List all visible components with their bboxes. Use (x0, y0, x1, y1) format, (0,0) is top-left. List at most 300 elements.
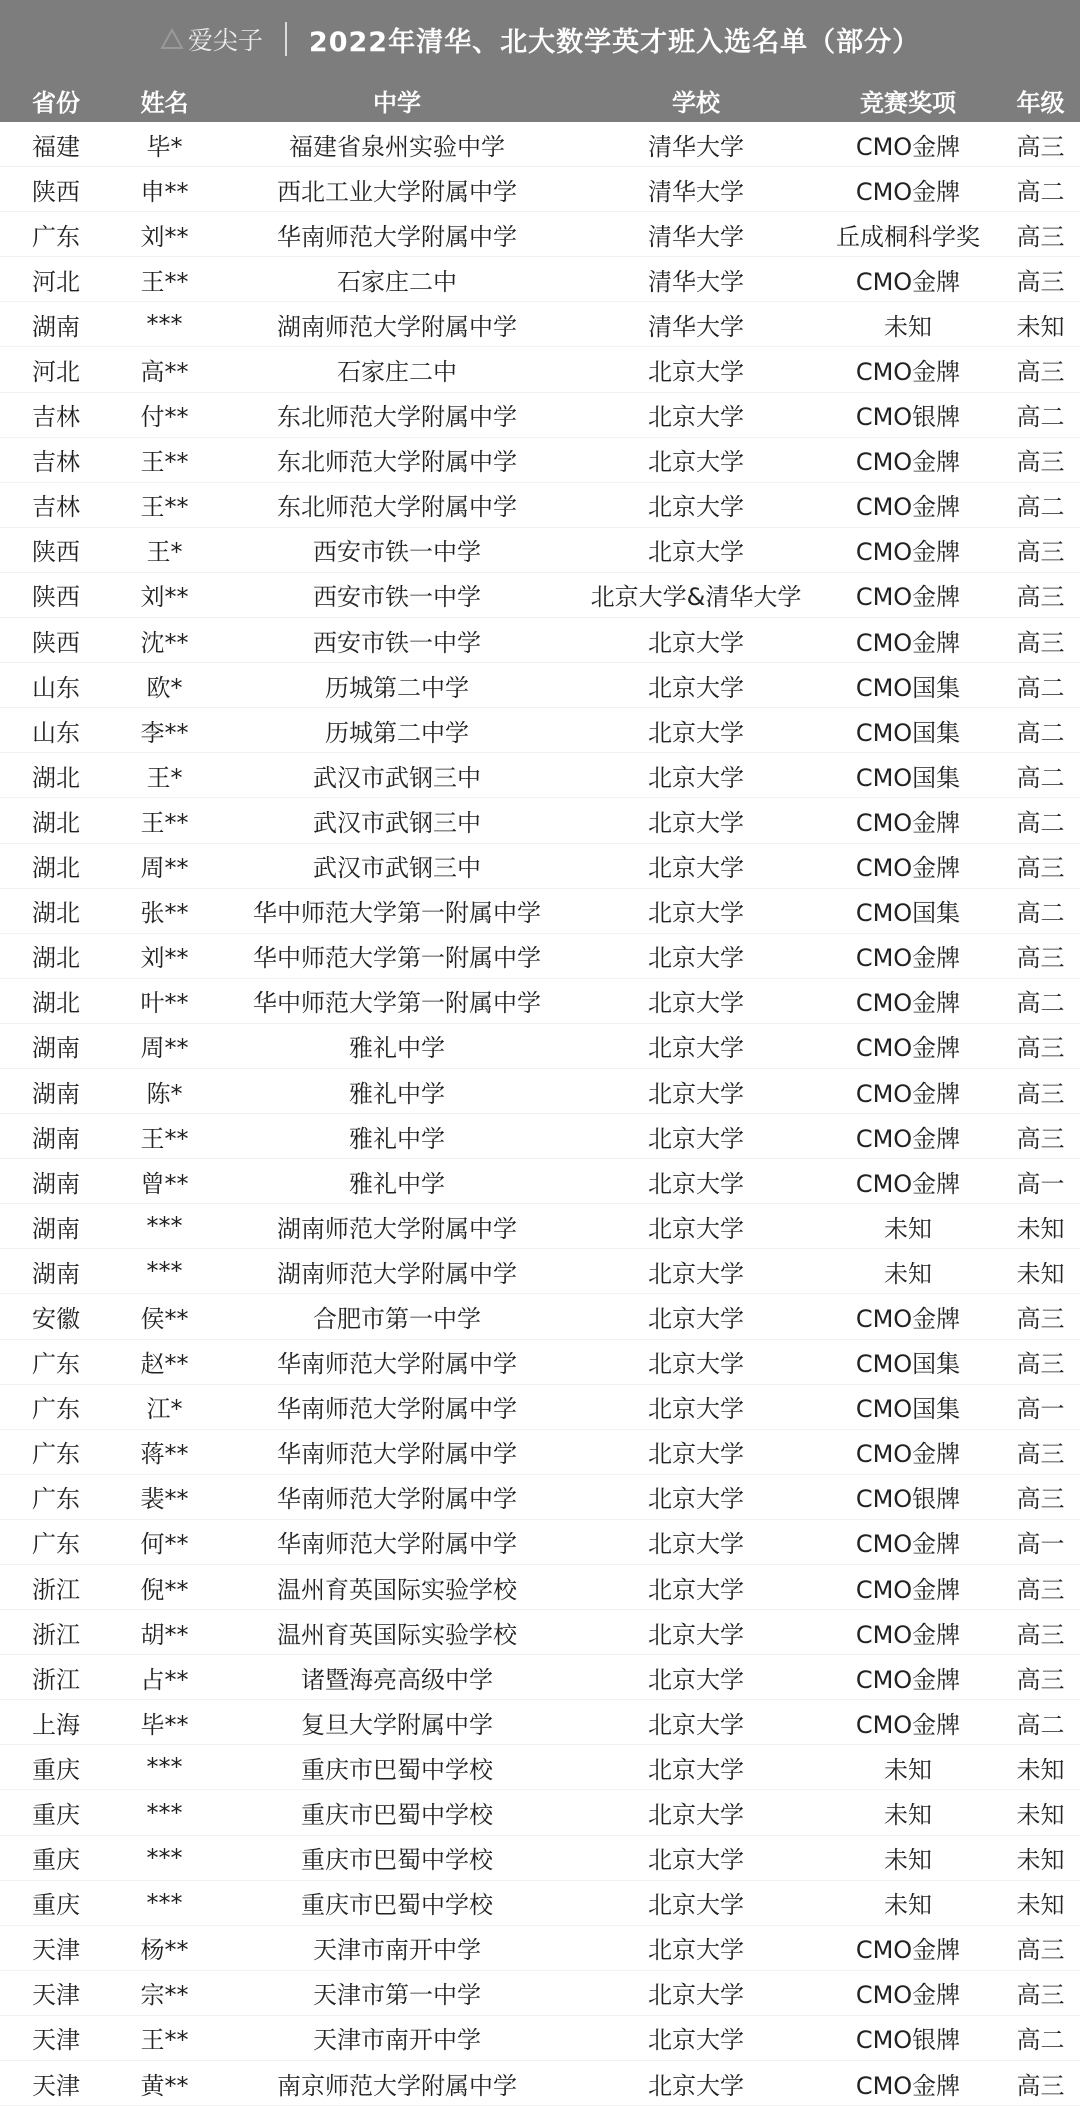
cell-grade: 高三 (1016, 267, 1065, 296)
cell-university: 北京大学 (648, 1395, 744, 1424)
cell-grade: 高三 (1016, 1124, 1065, 1153)
cell-award: CMO金牌 (855, 267, 961, 296)
cell-university: 北京大学 (648, 1169, 744, 1198)
cell-name: 刘** (140, 583, 189, 612)
cell-award: CMO金牌 (855, 177, 961, 206)
cell-grade: 高二 (1016, 989, 1065, 1018)
cell-university: 北京大学 (648, 899, 744, 928)
cell-high-school: 东北师范大学附属中学 (277, 403, 517, 432)
cell-province: 吉林 (32, 403, 80, 432)
cell-university: 北京大学 (648, 448, 744, 477)
table-row (0, 618, 1080, 663)
cell-grade: 高二 (1016, 718, 1065, 747)
cell-province: 上海 (32, 1710, 80, 1739)
cell-university: 北京大学 (648, 763, 744, 792)
cell-grade: 高二 (1016, 763, 1065, 792)
cell-grade: 高二 (1016, 808, 1065, 837)
page-title: 2022年清华、北大数学英才班入选名单（部分） (308, 26, 921, 58)
table-row (0, 663, 1080, 708)
cell-province: 重庆 (32, 1755, 80, 1784)
cell-university: 北京大学 (648, 1710, 744, 1739)
table-row (0, 257, 1080, 302)
cell-award: CMO金牌 (855, 808, 961, 837)
cell-name: *** (146, 1212, 183, 1241)
cell-award: CMO金牌 (855, 989, 961, 1018)
cell-high-school: 温州育英国际实验学校 (277, 1620, 517, 1649)
cell-high-school: 天津市南开中学 (313, 2026, 481, 2055)
cell-name: 张** (140, 899, 189, 928)
cell-name: 杨** (140, 1936, 189, 1965)
cell-university: 北京大学 (648, 2026, 744, 2055)
cell-name: *** (146, 310, 183, 339)
cell-grade: 高一 (1016, 1395, 1065, 1424)
cell-award: CMO金牌 (855, 583, 961, 612)
cell-name: 叶** (140, 989, 189, 1018)
cell-name: 黄** (140, 2071, 189, 2100)
table-row (0, 212, 1080, 257)
header-award: 竞赛奖项 (860, 88, 956, 117)
cell-name: 沈** (140, 628, 189, 657)
table-row (0, 528, 1080, 573)
cell-province: 广东 (32, 222, 80, 251)
cell-high-school: 湖南师范大学附属中学 (277, 312, 517, 341)
cell-award: CMO金牌 (855, 538, 961, 567)
cell-university: 北京大学 (648, 1530, 744, 1559)
cell-name: 江* (146, 1395, 183, 1424)
cell-province: 广东 (32, 1485, 80, 1514)
cell-university: 北京大学 (648, 628, 744, 657)
cell-name: 周** (140, 1034, 189, 1063)
cell-university: 北京大学 (648, 1981, 744, 2010)
cell-high-school: 天津市第一中学 (313, 1981, 481, 2010)
cell-province: 湖南 (32, 1169, 80, 1198)
cell-university: 清华大学 (648, 267, 744, 296)
cell-province: 天津 (32, 1981, 80, 2010)
table-row (0, 753, 1080, 798)
cell-grade: 高三 (1016, 854, 1065, 883)
table-row (0, 708, 1080, 753)
cell-name: 胡** (140, 1620, 189, 1649)
cell-high-school: 华中师范大学第一附属中学 (253, 989, 541, 1018)
cell-grade: 高二 (1016, 899, 1065, 928)
cell-grade: 高二 (1016, 493, 1065, 522)
table-row (0, 122, 1080, 167)
cell-grade: 高三 (1016, 1620, 1065, 1649)
cell-award: CMO金牌 (855, 944, 961, 973)
cell-award: CMO金牌 (855, 1530, 961, 1559)
cell-high-school: 历城第二中学 (325, 718, 469, 747)
cell-name: 王** (140, 1124, 189, 1153)
table-row (0, 1430, 1080, 1475)
cell-high-school: 东北师范大学附属中学 (277, 448, 517, 477)
cell-grade: 未知 (1016, 1801, 1065, 1830)
header-high-school: 中学 (373, 88, 421, 117)
cell-grade: 高一 (1016, 1169, 1065, 1198)
cell-award: CMO金牌 (855, 1936, 961, 1965)
table-row (0, 979, 1080, 1024)
cell-university: 北京大学 (648, 493, 744, 522)
cell-name: 倪** (140, 1575, 189, 1604)
cell-high-school: 南京师范大学附属中学 (277, 2071, 517, 2100)
table-header (0, 78, 1080, 122)
table-row (0, 302, 1080, 347)
cell-name: 何** (140, 1530, 189, 1559)
cell-high-school: 重庆市巴蜀中学校 (301, 1846, 493, 1875)
cell-province: 湖南 (32, 1259, 80, 1288)
cell-award: CMO金牌 (855, 628, 961, 657)
cell-university: 北京大学 (648, 989, 744, 1018)
table-row (0, 934, 1080, 979)
cell-high-school: 石家庄二中 (337, 267, 457, 296)
cell-province: 天津 (32, 2026, 80, 2055)
table-row (0, 1926, 1080, 1971)
header-name: 姓名 (140, 88, 189, 117)
cell-province: 广东 (32, 1530, 80, 1559)
title-bar (0, 0, 1080, 78)
cell-award: CMO金牌 (855, 1079, 961, 1108)
header-university: 学校 (672, 88, 720, 117)
cell-award: CMO金牌 (855, 1169, 961, 1198)
cell-province: 湖南 (32, 312, 80, 341)
cell-award: CMO银牌 (855, 2026, 961, 2055)
cell-grade: 高三 (1016, 1034, 1065, 1063)
cell-award: CMO金牌 (855, 1440, 961, 1469)
cell-university: 北京大学 (648, 358, 744, 387)
cell-award: CMO金牌 (855, 2071, 961, 2100)
cell-province: 山东 (32, 673, 80, 702)
cell-award: 未知 (884, 1891, 932, 1920)
cell-high-school: 温州育英国际实验学校 (277, 1575, 517, 1604)
cell-high-school: 雅礼中学 (349, 1079, 445, 1108)
cell-name: 申** (140, 177, 189, 206)
cell-grade: 高三 (1016, 448, 1065, 477)
table-row (0, 347, 1080, 392)
cell-university: 清华大学 (648, 222, 744, 251)
table-row (0, 167, 1080, 212)
table-row (0, 1294, 1080, 1339)
cell-name: 宗** (140, 1981, 189, 2010)
cell-grade: 高二 (1016, 1710, 1065, 1739)
cell-award: CMO金牌 (855, 493, 961, 522)
table-row (0, 844, 1080, 889)
cell-high-school: 东北师范大学附属中学 (277, 493, 517, 522)
cell-university: 北京大学 (648, 1891, 744, 1920)
cell-high-school: 重庆市巴蜀中学校 (301, 1891, 493, 1920)
cell-province: 安徽 (32, 1304, 80, 1333)
cell-award: CMO金牌 (855, 1665, 961, 1694)
cell-high-school: 重庆市巴蜀中学校 (301, 1755, 493, 1784)
cell-province: 湖北 (32, 899, 80, 928)
table-row (0, 1881, 1080, 1926)
cell-university: 北京大学 (648, 403, 744, 432)
cell-university: 北京大学 (648, 1350, 744, 1379)
cell-award: CMO银牌 (855, 403, 961, 432)
cell-university: 北京大学 (648, 1304, 744, 1333)
cell-high-school: 武汉市武钢三中 (313, 854, 481, 883)
cell-province: 浙江 (32, 1620, 80, 1649)
cell-high-school: 合肥市第一中学 (313, 1304, 481, 1333)
cell-high-school: 湖南师范大学附属中学 (277, 1214, 517, 1243)
cell-award: CMO金牌 (855, 448, 961, 477)
table-row (0, 1745, 1080, 1790)
cell-university: 北京大学 (648, 1034, 744, 1063)
table-row (0, 1971, 1080, 2016)
cell-award: CMO国集 (855, 763, 961, 792)
cell-name: 侯** (140, 1304, 189, 1333)
cell-province: 陕西 (32, 628, 80, 657)
cell-grade: 未知 (1016, 312, 1065, 341)
triangle-logo-icon (160, 27, 184, 51)
cell-high-school: 华中师范大学第一附属中学 (253, 899, 541, 928)
cell-province: 湖北 (32, 808, 80, 837)
logo (160, 21, 263, 57)
cell-award: 丘成桐科学奖 (836, 222, 980, 251)
table-row (0, 2061, 1080, 2106)
table-body (0, 122, 1080, 2106)
cell-province: 湖南 (32, 1124, 80, 1153)
cell-award: CMO国集 (855, 673, 961, 702)
cell-name: 王** (140, 448, 189, 477)
cell-university: 北京大学 (648, 854, 744, 883)
cell-award: 未知 (884, 1801, 932, 1830)
logo-text: 爱尖子 (187, 26, 263, 55)
cell-province: 福建 (32, 132, 80, 161)
cell-province: 陕西 (32, 583, 80, 612)
cell-name: *** (146, 1257, 183, 1286)
cell-award: CMO国集 (855, 718, 961, 747)
cell-grade: 高三 (1016, 944, 1065, 973)
cell-high-school: 福建省泉州实验中学 (289, 132, 505, 161)
cell-university: 北京大学 (648, 1079, 744, 1108)
cell-award: CMO国集 (855, 1350, 961, 1379)
cell-name: 王* (146, 763, 183, 792)
cell-name: 赵** (140, 1350, 189, 1379)
cell-high-school: 重庆市巴蜀中学校 (301, 1801, 493, 1830)
table-row (0, 1114, 1080, 1159)
table-row (0, 1655, 1080, 1700)
cell-grade: 高二 (1016, 177, 1065, 206)
cell-university: 北京大学 (648, 1214, 744, 1243)
cell-name: 裴** (140, 1485, 189, 1514)
cell-university: 北京大学 (648, 1485, 744, 1514)
cell-university: 北京大学&清华大学 (590, 583, 802, 612)
cell-high-school: 诸暨海亮高级中学 (301, 1665, 493, 1694)
cell-grade: 高三 (1016, 1485, 1065, 1514)
cell-university: 北京大学 (648, 1440, 744, 1469)
table-row (0, 1700, 1080, 1745)
cell-grade: 高三 (1016, 1665, 1065, 1694)
cell-province: 湖南 (32, 1214, 80, 1243)
table-row (0, 1249, 1080, 1294)
cell-university: 北京大学 (648, 538, 744, 567)
header-grade: 年级 (1016, 88, 1065, 117)
cell-grade: 高一 (1016, 1530, 1065, 1559)
cell-award: CMO金牌 (855, 854, 961, 883)
cell-province: 湖北 (32, 944, 80, 973)
cell-grade: 未知 (1016, 1214, 1065, 1243)
cell-grade: 未知 (1016, 1259, 1065, 1288)
cell-grade: 高三 (1016, 358, 1065, 387)
cell-high-school: 西安市铁一中学 (313, 538, 481, 567)
cell-grade: 高三 (1016, 1440, 1065, 1469)
title-divider (285, 22, 287, 56)
table-row (0, 1385, 1080, 1430)
cell-high-school: 武汉市武钢三中 (313, 808, 481, 837)
cell-province: 重庆 (32, 1846, 80, 1875)
table-row (0, 1790, 1080, 1835)
cell-grade: 高二 (1016, 673, 1065, 702)
table-row (0, 438, 1080, 483)
cell-grade: 高三 (1016, 1981, 1065, 2010)
cell-high-school: 华南师范大学附属中学 (277, 1350, 517, 1379)
cell-province: 浙江 (32, 1575, 80, 1604)
cell-high-school: 华南师范大学附属中学 (277, 1395, 517, 1424)
cell-award: 未知 (884, 1259, 932, 1288)
cell-name: 付** (140, 403, 189, 432)
cell-university: 北京大学 (648, 1665, 744, 1694)
cell-province: 陕西 (32, 538, 80, 567)
cell-university: 北京大学 (648, 1620, 744, 1649)
cell-grade: 未知 (1016, 1755, 1065, 1784)
table-row (0, 1024, 1080, 1069)
table-row (0, 1159, 1080, 1204)
table-row (0, 1475, 1080, 1520)
cell-award: CMO金牌 (855, 1304, 961, 1333)
cell-university: 北京大学 (648, 808, 744, 837)
cell-grade: 未知 (1016, 1891, 1065, 1920)
cell-award: CMO金牌 (855, 358, 961, 387)
cell-grade: 高三 (1016, 2071, 1065, 2100)
cell-university: 北京大学 (648, 673, 744, 702)
cell-name: 李** (140, 718, 189, 747)
cell-province: 湖南 (32, 1034, 80, 1063)
cell-name: *** (146, 1843, 183, 1872)
cell-name: 周** (140, 854, 189, 883)
cell-high-school: 西安市铁一中学 (313, 628, 481, 657)
cell-name: 高** (140, 358, 189, 387)
cell-high-school: 雅礼中学 (349, 1169, 445, 1198)
table-row (0, 798, 1080, 843)
cell-province: 吉林 (32, 448, 80, 477)
cell-province: 天津 (32, 1936, 80, 1965)
cell-grade: 高二 (1016, 2026, 1065, 2055)
cell-name: 王** (140, 2026, 189, 2055)
cell-university: 北京大学 (648, 1124, 744, 1153)
cell-high-school: 华南师范大学附属中学 (277, 1530, 517, 1559)
cell-province: 天津 (32, 2071, 80, 2100)
cell-grade: 高三 (1016, 132, 1065, 161)
cell-award: CMO金牌 (855, 1124, 961, 1153)
cell-province: 广东 (32, 1395, 80, 1424)
cell-name: 欧* (146, 673, 183, 702)
cell-grade: 高三 (1016, 538, 1065, 567)
cell-award: CMO金牌 (855, 132, 961, 161)
cell-high-school: 华南师范大学附属中学 (277, 1485, 517, 1514)
cell-province: 湖北 (32, 763, 80, 792)
cell-province: 吉林 (32, 493, 80, 522)
cell-award: CMO金牌 (855, 1620, 961, 1649)
cell-award: 未知 (884, 312, 932, 341)
cell-award: CMO国集 (855, 1395, 961, 1424)
cell-high-school: 石家庄二中 (337, 358, 457, 387)
cell-name: 王* (146, 538, 183, 567)
cell-grade: 高三 (1016, 1575, 1065, 1604)
cell-university: 北京大学 (648, 1846, 744, 1875)
table-row (0, 1069, 1080, 1114)
cell-university: 北京大学 (648, 718, 744, 747)
cell-university: 清华大学 (648, 177, 744, 206)
cell-high-school: 武汉市武钢三中 (313, 763, 481, 792)
cell-name: 蒋** (140, 1440, 189, 1469)
cell-award: 未知 (884, 1214, 932, 1243)
cell-award: CMO金牌 (855, 1034, 961, 1063)
cell-province: 河北 (32, 267, 80, 296)
cell-name: 毕* (146, 132, 183, 161)
cell-province: 重庆 (32, 1891, 80, 1920)
cell-grade: 高三 (1016, 222, 1065, 251)
cell-name: *** (146, 1798, 183, 1827)
table-row (0, 1340, 1080, 1385)
cell-name: 王** (140, 267, 189, 296)
table-row (0, 2016, 1080, 2061)
cell-high-school: 华南师范大学附属中学 (277, 222, 517, 251)
table-row (0, 889, 1080, 934)
cell-province: 山东 (32, 718, 80, 747)
table-row (0, 1610, 1080, 1655)
table-row (0, 1520, 1080, 1565)
header-province: 省份 (32, 88, 80, 117)
cell-name: 曾** (140, 1169, 189, 1198)
cell-province: 湖南 (32, 1079, 80, 1108)
cell-university: 清华大学 (648, 312, 744, 341)
cell-high-school: 历城第二中学 (325, 673, 469, 702)
cell-grade: 高三 (1016, 1936, 1065, 1965)
cell-university: 北京大学 (648, 2071, 744, 2100)
cell-province: 湖北 (32, 854, 80, 883)
cell-name: *** (146, 1888, 183, 1917)
cell-high-school: 天津市南开中学 (313, 1936, 481, 1965)
cell-university: 北京大学 (648, 1259, 744, 1288)
cell-high-school: 复旦大学附属中学 (301, 1710, 493, 1739)
cell-award: 未知 (884, 1846, 932, 1875)
cell-university: 北京大学 (648, 1936, 744, 1965)
cell-award: CMO银牌 (855, 1485, 961, 1514)
cell-award: CMO金牌 (855, 1710, 961, 1739)
cell-university: 北京大学 (648, 1801, 744, 1830)
table-row (0, 393, 1080, 438)
cell-name: 刘** (140, 944, 189, 973)
cell-province: 重庆 (32, 1801, 80, 1830)
cell-province: 广东 (32, 1440, 80, 1469)
cell-province: 广东 (32, 1350, 80, 1379)
cell-award: 未知 (884, 1755, 932, 1784)
cell-name: 陈* (146, 1079, 183, 1108)
cell-high-school: 西北工业大学附属中学 (277, 177, 517, 206)
table-row (0, 483, 1080, 528)
cell-grade: 高三 (1016, 1304, 1065, 1333)
cell-high-school: 华中师范大学第一附属中学 (253, 944, 541, 973)
cell-grade: 高三 (1016, 628, 1065, 657)
cell-high-school: 雅礼中学 (349, 1034, 445, 1063)
cell-high-school: 西安市铁一中学 (313, 583, 481, 612)
cell-province: 湖北 (32, 989, 80, 1018)
cell-province: 河北 (32, 358, 80, 387)
cell-name: 占** (140, 1665, 189, 1694)
cell-high-school: 湖南师范大学附属中学 (277, 1259, 517, 1288)
cell-grade: 未知 (1016, 1846, 1065, 1875)
cell-high-school: 华南师范大学附属中学 (277, 1440, 517, 1469)
cell-name: 毕** (140, 1710, 189, 1739)
